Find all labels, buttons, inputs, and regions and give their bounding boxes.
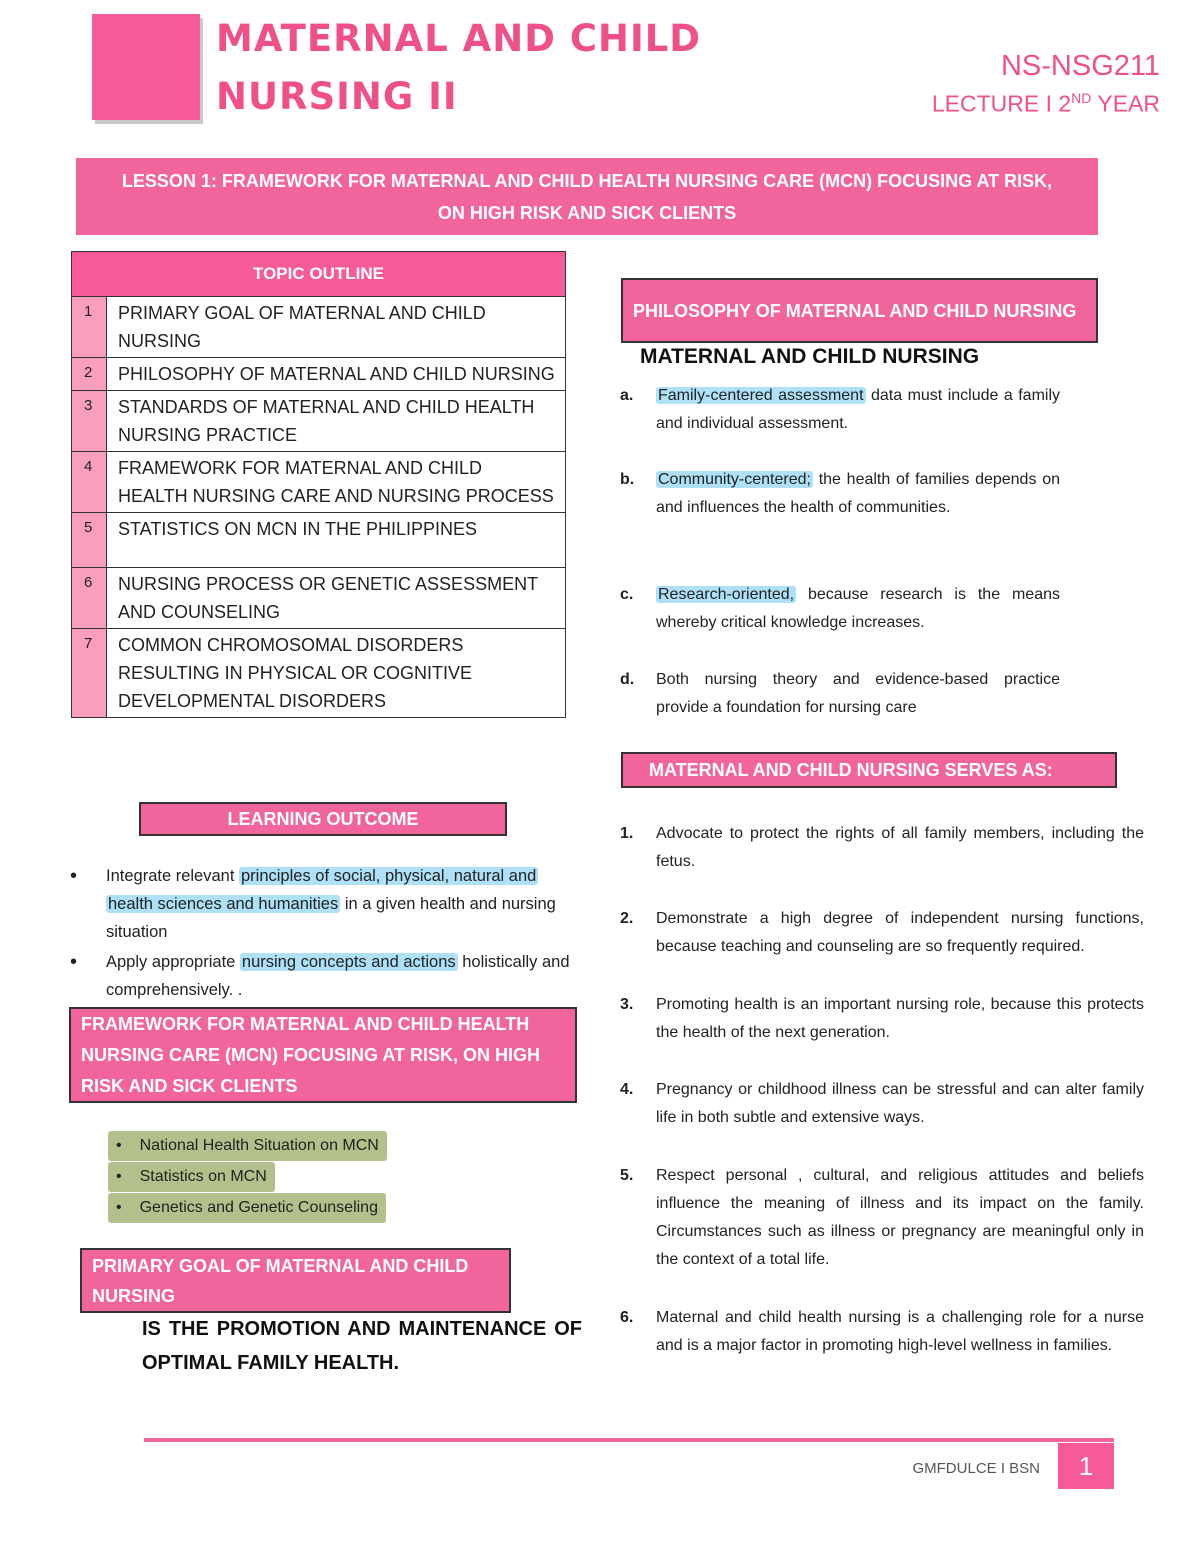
serves-item — [620, 991, 1144, 1047]
row-number: 3 — [72, 391, 106, 451]
philosophy-item — [620, 466, 1060, 522]
item-text: Both nursing theory and evidence-based practice provide a foundation for nursing care — [656, 671, 1060, 716]
row-text: STANDARDS OF MATERNAL AND CHILD HEALTH NURSING PRACTICE — [106, 391, 565, 451]
item-label: 2. — [620, 910, 634, 927]
item-text: data must include a family and individual assessment. — [656, 387, 1061, 432]
row-number: 1 — [72, 297, 106, 357]
serves-item — [620, 1304, 1144, 1360]
level-suffix: YEAR — [1091, 90, 1160, 117]
table-row — [72, 513, 565, 568]
table-row — [72, 629, 565, 717]
page-number: 1 — [1058, 1443, 1114, 1489]
item-text: Promoting health is an important nursing role, because this protects the health of the next generation. — [656, 996, 1144, 1041]
level-prefix: LECTURE I 2 — [931, 90, 1072, 117]
lesson-banner: LESSON 1: FRAMEWORK FOR MATERNAL AND CHILD HEALTH NURSING CARE (MCN) FOCUSING AT RISK, ON HIGH RISK AND SICK CLIENTS — [76, 158, 1098, 235]
row-number: 5 — [72, 513, 106, 567]
item-text: the health of families depends on and influences the health of communities. — [656, 471, 1060, 516]
row-number: 4 — [72, 452, 106, 512]
row-text: PRIMARY GOAL OF MATERNAL AND CHILD NURSING — [106, 297, 565, 357]
table-row — [72, 391, 565, 452]
framework-header: FRAMEWORK FOR MATERNAL AND CHILD HEALTH NURSING CARE (MCN) FOCUSING AT RISK, ON HIGH RISK AND SICK CLIENTS — [69, 1007, 577, 1103]
list-item: • National Health Situation on MCN — [108, 1131, 387, 1161]
table-row — [72, 297, 565, 358]
learning-outcome-list — [70, 862, 590, 1004]
item-label: 4. — [620, 1081, 634, 1098]
highlight: principles of social, physical, natural and — [241, 867, 537, 885]
table-row — [72, 358, 565, 391]
item-text: Respect personal , cultural, and religious attitudes and beliefs influence the meaning of illness and its impact on the family. Circumstances such as illness or pregnancy are meaningful only in the context of a total life. — [656, 1167, 1144, 1268]
table-row — [72, 568, 565, 629]
row-text: COMMON CHROMOSOMAL DISORDERS RESULTING IN PHYSICAL OR COGNITIVE DEVELOPMENTAL DISORDERS — [106, 629, 565, 717]
row-text: STATISTICS ON MCN IN THE PHILIPPINES — [106, 513, 565, 567]
serves-item — [620, 1162, 1144, 1274]
item-label: b. — [620, 471, 635, 488]
highlight: nursing concepts and actions — [241, 953, 456, 971]
serves-item — [620, 820, 1144, 876]
philosophy-item — [620, 666, 1060, 722]
item-label: a. — [620, 387, 634, 404]
item-label: d. — [620, 671, 635, 688]
list-item: • Genetics and Genetic Counseling — [108, 1193, 386, 1223]
item-label: 6. — [620, 1309, 634, 1326]
row-text: NURSING PROCESS OR GENETIC ASSESSMENT AND COUNSELING — [106, 568, 565, 628]
philosophy-subheading: MATERNAL AND CHILD NURSING — [640, 345, 980, 368]
footer-author: GMFDULCE I BSN — [912, 1460, 1040, 1477]
level-superscript: ND — [1071, 90, 1092, 106]
table-row — [72, 452, 565, 513]
philosophy-item — [620, 382, 1060, 438]
highlight: health sciences and humanities — [108, 895, 339, 913]
topic-outline-table — [71, 251, 566, 718]
list-item — [70, 948, 590, 1004]
serves-item — [620, 905, 1144, 961]
highlight: Family-centered assessment — [658, 387, 864, 404]
item-text: Advocate to protect the rights of all family members, including the fetus. — [656, 825, 1144, 870]
learning-outcome-header: LEARNING OUTCOME — [139, 802, 507, 836]
text: in a given health and nursing situation — [106, 895, 556, 941]
item-text: Pregnancy or childhood illness can be stressful and can alter family life in both subtle and extensive ways. — [656, 1081, 1144, 1126]
title-line-2: NURSING II — [216, 75, 458, 118]
topic-outline-header: TOPIC OUTLINE — [72, 252, 565, 297]
row-text: PHILOSOPHY OF MATERNAL AND CHILD NURSING — [106, 358, 565, 390]
list-item — [70, 862, 590, 946]
document-title — [216, 10, 776, 126]
list-item: • Statistics on MCN — [108, 1162, 275, 1192]
text: Apply appropriate — [106, 953, 240, 971]
item-text: Demonstrate a high degree of independent nursing functions, because teaching and counseling are so frequently required. — [656, 910, 1144, 955]
footer-divider — [144, 1438, 1114, 1442]
row-number: 7 — [72, 629, 106, 717]
item-label: c. — [620, 586, 634, 603]
title-line-1: MATERNAL AND CHILD — [216, 17, 702, 60]
logo-block — [92, 14, 200, 120]
row-text: FRAMEWORK FOR MATERNAL AND CHILD HEALTH NURSING CARE AND NURSING PROCESS — [106, 452, 565, 512]
philosophy-header: PHILOSOPHY OF MATERNAL AND CHILD NURSING — [621, 278, 1098, 343]
course-level — [860, 90, 1160, 118]
philosophy-item — [620, 581, 1060, 637]
text: holistically and comprehensively. . — [106, 953, 570, 999]
primary-goal-header: PRIMARY GOAL OF MATERNAL AND CHILD NURSING — [80, 1248, 511, 1313]
framework-list — [108, 1131, 508, 1224]
primary-goal-text: IS THE PROMOTION AND MAINTENANCE OF OPTIMAL FAMILY HEALTH. — [142, 1318, 582, 1374]
row-number: 6 — [72, 568, 106, 628]
serves-item — [620, 1076, 1144, 1132]
item-text: Maternal and child health nursing is a challenging role for a nurse and is a major factor in promoting high-level wellness in families. — [656, 1309, 1144, 1354]
highlight: Research-oriented, — [658, 586, 795, 603]
item-label: 1. — [620, 825, 634, 842]
course-code: NS-NSG211 — [1000, 50, 1160, 82]
item-label: 3. — [620, 996, 634, 1013]
row-number: 2 — [72, 358, 106, 390]
serves-as-header: MATERNAL AND CHILD NURSING SERVES AS: — [621, 752, 1117, 788]
item-label: 5. — [620, 1167, 634, 1184]
item-text: because research is the means whereby critical knowledge increases. — [656, 586, 1060, 631]
text: Integrate relevant — [106, 867, 239, 885]
highlight: Community-centered; — [658, 471, 811, 488]
